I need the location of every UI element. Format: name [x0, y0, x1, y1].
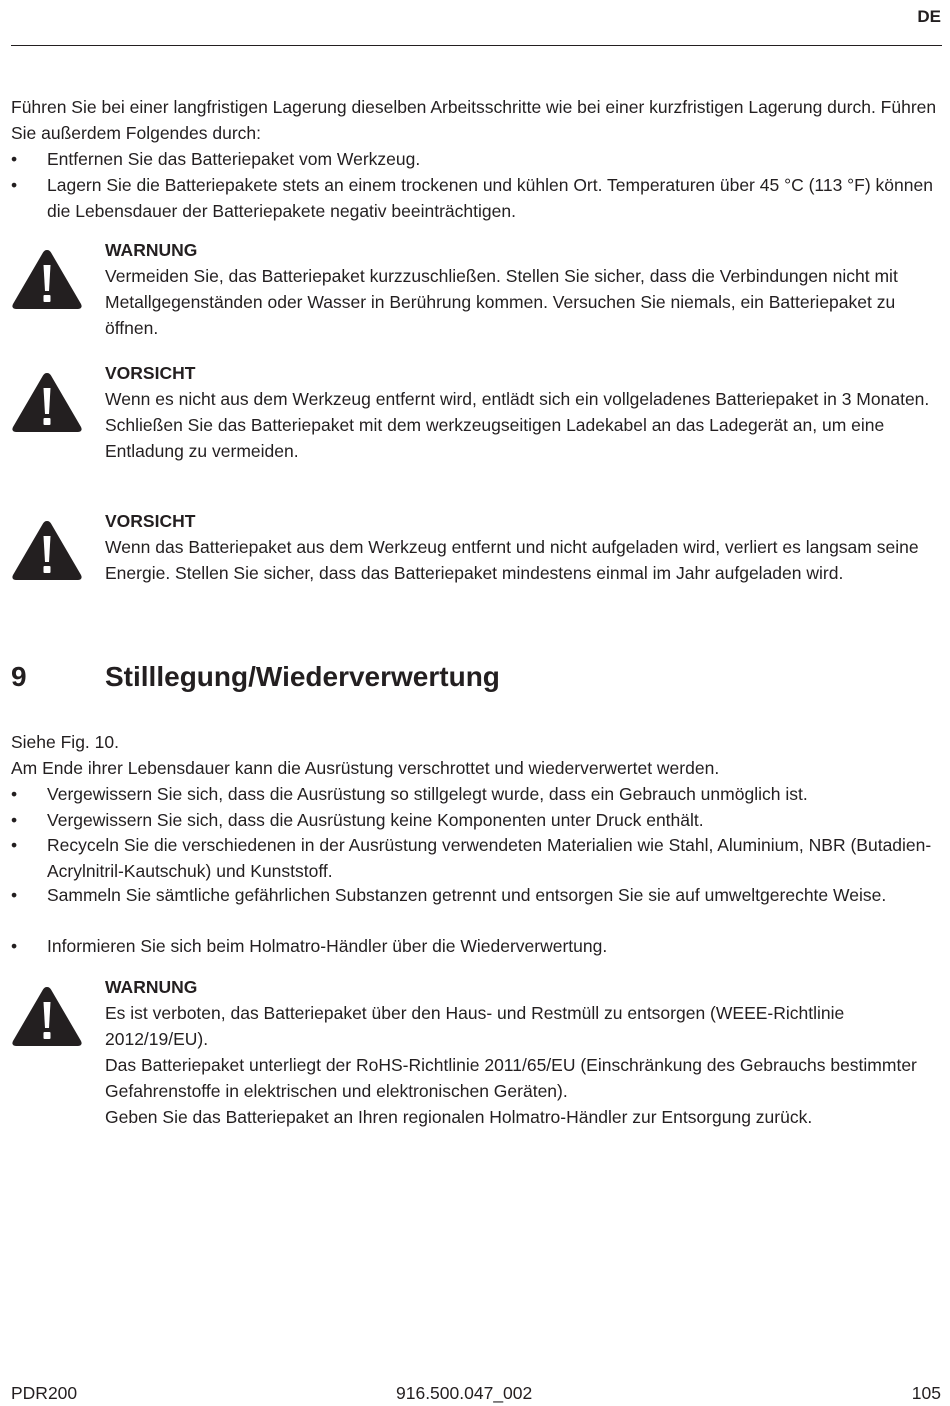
list-item-text: Sammeln Sie sämtliche gefährlichen Substanzen getrennt und entsorgen Sie sie auf umweltgerechte Weise. — [47, 885, 887, 905]
bullet-marker: • — [11, 885, 18, 905]
list-item-text: Lagern Sie die Batteriepakete stets an einem trockenen und kühlen Ort. Temperaturen über 45 °C (113 °F) können die Lebensdauer der Batteriepakete negativ beeinträchtigen. — [47, 175, 933, 221]
notice-body — [105, 360, 941, 464]
list-item-text: Entfernen Sie das Batteriepaket vom Werkzeug. — [47, 149, 421, 169]
section-title: Stilllegung/Wiederverwertung — [105, 661, 500, 692]
notice-text: Wenn das Batteriepaket aus dem Werkzeug entfernt und nicht aufgeladen wird, verliert es langsam seine Energie. Stellen Sie sicher, dass das Batteriepaket mindestens einmal im Jahr aufgeladen wird. — [105, 537, 919, 583]
notice-title: WARNUNG — [105, 240, 198, 260]
notice-text: Wenn es nicht aus dem Werkzeug entfernt wird, entlädt sich ein vollgeladenes Batteriepaket in 3 Monaten. — [105, 389, 930, 409]
list-item-text: Vergewissern Sie sich, dass die Ausrüstung keine Komponenten unter Druck enthält. — [47, 810, 704, 830]
warning-triangle-icon — [11, 984, 83, 1048]
notice-title: VORSICHT — [105, 511, 196, 531]
bullet-marker: • — [11, 835, 18, 855]
bullet-marker: • — [11, 936, 18, 956]
warning-triangle-icon — [11, 518, 83, 582]
bullet-marker: • — [11, 149, 18, 169]
language-tag: DE — [917, 7, 941, 26]
footer-page-number: 105 — [911, 1383, 941, 1403]
notice-body — [105, 974, 941, 1130]
notice-text: Schließen Sie das Batteriepaket mit dem werkzeugseitigen Ladekabel an das Ladegerät an, um eine Entladung zu vermeiden. — [105, 415, 885, 461]
notice-body — [105, 237, 941, 341]
intro-paragraph: Führen Sie bei einer langfristigen Lagerung dieselben Arbeitsschritte wie bei einer kurzfristigen Lagerung durch. Führen Sie außerdem Folgendes durch: — [11, 97, 937, 143]
bullet-marker: • — [11, 784, 18, 804]
notice-text: Geben Sie das Batteriepaket an Ihren regionalen Holmatro-Händler zur Entsorgung zurück. — [105, 1107, 813, 1127]
bullet-marker: • — [11, 810, 18, 830]
list-item-text: Recyceln Sie die verschiedenen in der Ausrüstung verwendeten Materialien wie Stahl, Aluminium, NBR (Butadien-Acrylnitril-Kautschuk) und Kunststoff. — [47, 835, 932, 881]
warning-triangle-icon — [11, 247, 83, 311]
footer-doc-number: 916.500.047_002 — [396, 1383, 533, 1403]
notice-text: Das Batteriepaket unterliegt der RoHS-Richtlinie 2011/65/EU (Einschränkung des Gebrauchs bestimmter Gefahrenstoffe in elektrischen und elektronischen Geräten). — [105, 1055, 917, 1101]
bullet-marker: • — [11, 175, 18, 195]
list-item-text: Informieren Sie sich beim Holmatro-Händler über die Wiederverwertung. — [47, 936, 608, 956]
section-paragraph: Am Ende ihrer Lebensdauer kann die Ausrüstung verschrottet und wiederverwertet werden. — [11, 758, 720, 778]
notice-body — [105, 508, 941, 586]
header-rule — [11, 45, 942, 46]
footer-model: PDR200 — [11, 1383, 78, 1403]
section-reference: Siehe Fig. 10. — [11, 732, 119, 752]
section-number: 9 — [11, 661, 27, 692]
notice-text: Es ist verboten, das Batteriepaket über den Haus- und Restmüll zu entsorgen (WEEE-Richtlinie 2012/19/EU). — [105, 1003, 845, 1049]
notice-title: VORSICHT — [105, 363, 196, 383]
notice-text: Vermeiden Sie, das Batteriepaket kurzzuschließen. Stellen Sie sicher, dass die Verbindungen nicht mit Metallgegenständen oder Wasser in Berührung kommen. Versuchen Sie niemals, ein Batteriepaket zu öffnen. — [105, 266, 898, 338]
notice-title: WARNUNG — [105, 977, 198, 997]
warning-triangle-icon — [11, 370, 83, 434]
list-item-text: Vergewissern Sie sich, dass die Ausrüstung so stillgelegt wurde, dass ein Gebrauch unmöglich ist. — [47, 784, 808, 804]
